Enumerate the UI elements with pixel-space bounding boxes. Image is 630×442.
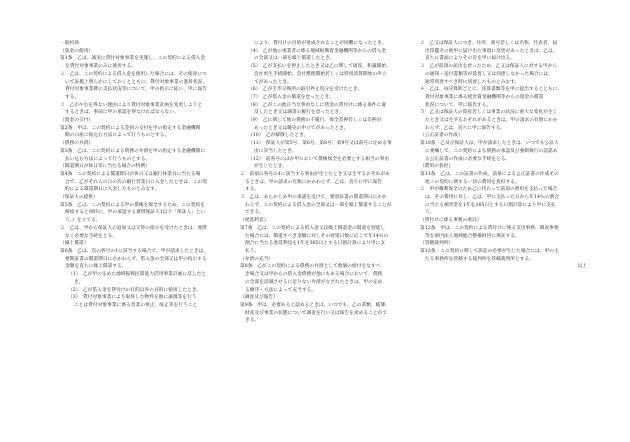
text-line: 貸付対象事業費の支払状況等について、甲の指示に従い、甲に報告: [65, 87, 207, 93]
text-line: 要期証書の償還期日にかかわらず、借入金の全部又は甲の指示する: [65, 256, 207, 262]
text-line: （4） 乙が他の事業者に係る地域振興資金融機関等からの借入金: [248, 48, 387, 54]
text-line: は、その費用に対し、乙は、甲に支払った日から年14％の割合: [425, 195, 559, 201]
text-line: の全部を消滅させるに足りない弁済がなされたときは、甲の定め: [245, 279, 383, 285]
text-line: 払い込む方法によって行うものとする。: [65, 156, 151, 162]
text-line: に委嘱して、この契約による債務の承認及び強制執行の認諾あ: [425, 148, 558, 154]
text-line: 等を財団法人地域総合整備財団に委託する。: [425, 233, 520, 239]
text-line: が生じたとき。: [254, 164, 287, 170]
text-line: 第11条 乙は、この証書の作成、前条による公正証書の作成その: [420, 171, 559, 177]
text-line: （弁済の充当）: [240, 256, 274, 262]
text-line: するときは、事前に甲の承認を得なければならない。: [65, 110, 179, 116]
text-line: 約による償還期日に入金したものとみなす。: [65, 187, 160, 193]
text-line: により、貸付けの目的が達成されることが困難になったとき。: [254, 41, 387, 46]
text-line: を貸付対象事業のみに使用する。: [65, 64, 137, 70]
text-line: する。: [65, 94, 80, 100]
text-line: （繰上償還）: [60, 241, 89, 247]
text-line: 合で、乙がそれらの日の次の銀行営業日に入金したときは、この契: [65, 179, 208, 185]
text-line: なく必要な手続をとる。: [65, 233, 118, 239]
text-line: 第8条 乙がこの契約による債務の弁済として数個の給付をなすべ: [240, 264, 381, 270]
text-columns: [60, 40, 594, 325]
text-line: 第3条 乙は、この契約による債務の弁済を甲の指定する金融機関に: [60, 148, 206, 154]
text-line: ２ 乙又は保証人につき、住所、商号若しくは名称、代表者、届: [420, 41, 558, 46]
text-line: （10） 乙が解散したとき。: [248, 133, 309, 139]
text-line: わらず、この契約による借入金の全部又は一部を繰上償還することが: [245, 202, 392, 208]
text-line: ３ 乙が前項の届出を怠ったため、乙又は保証人に対する甲から: [420, 64, 558, 70]
text-line: 締結すると同時に、甲の承認する連帯保証人1以下「保証人」とい: [65, 210, 206, 216]
text-line: 出印鑑その他甲に届け出た事項に変更があったときは、乙は、: [425, 48, 558, 54]
text-line: できる。: [245, 210, 264, 216]
text-line: ５ 乙又は保証人の資産若しくは事業の状況に重大な変化が生じ: [420, 110, 558, 116]
text-line: 第4条 この契約による償還期日が休日又は銀行休業日に当たる場: [60, 171, 201, 177]
text-line: てがあったとき。: [254, 79, 292, 85]
text-line: 反したとき又は調書の履行を怠ったとき。: [254, 110, 344, 116]
text-line: （費用の負担）: [420, 164, 454, 170]
text-line: う。: [425, 210, 435, 216]
text-line: （貸付けに係る事務の委託）: [420, 218, 482, 224]
text-line: あったとき又は競売の申立てがあったとき。: [254, 125, 349, 131]
text-line: 第10条 乙及び保証人は、甲が請求したときは、いつでも公証人: [420, 141, 559, 147]
text-line: 金額を直ちに繰上償還する。: [65, 264, 127, 270]
text-line: 以上: [577, 264, 587, 270]
text-line: 第1条 乙は、誠実に貸付対象事業を実施し、この契約による借入金: [60, 56, 206, 62]
text-line: 第2条 甲は、この契約による金員の交付を甲の指定する金融機関: [60, 125, 201, 131]
text-line: 第13条 この契約に関して訴訟の必要が生じた場合には、甲の主: [420, 248, 559, 254]
text-line: （3） 貸付対象事業により取得した物件を他に譲渡等を行う: [68, 295, 197, 301]
text-line: ３ 乙がやむを得ない理由により貸付対象事業計画を変更しようと: [60, 102, 203, 108]
text-line: の通知・送付書類等が延着し又は到達しなかった場合には、: [425, 71, 553, 77]
text-line: （7） 乙が借入金の償還を怠ったとき。: [248, 94, 334, 100]
text-line: 第12条 甲は、この契約による貸付けに係る支出事務、徴収事務: [420, 225, 559, 231]
text-line: わらず、乙は、直ちに甲に報告する。: [425, 125, 506, 131]
text-line: （5） 乙が支払いを停止したとき又は乙に関して破産、和議開始、: [248, 64, 391, 70]
text-line: 第6条 乙は、次の各号の1に該当する場合で、甲が請求したときは、: [60, 248, 209, 254]
text-line: 通常到達すべき時に到達したものとみなす。: [425, 79, 520, 85]
text-line: 第5条 乙は、この契約による甲の債権を保全するため、この契約を: [60, 202, 205, 208]
text-line: ４ 乙は、毎決算期ごとに、決算書類等を甲に提出するとともに、: [420, 87, 563, 93]
text-column-right: [420, 40, 587, 325]
text-line: （公正証書の作成）: [420, 133, 463, 139]
text-line: の全部又は一部を繰上償還したとき。: [254, 56, 335, 62]
text-line: （資金の交付）: [60, 118, 94, 124]
text-line: 財産及び事業の状態について調査を行い又は報告を求めることがで: [245, 310, 388, 316]
text-line: き場合又は甲からの借入金債務が他にもある場合において、債務: [245, 272, 383, 278]
text-line: （債務の弁済）: [60, 141, 94, 147]
text-line: 他この契約に関する一切の費用を負担する。: [425, 179, 520, 185]
text-line: （6） 乙が手形交換所の取引停止処分を受けたとき。: [248, 87, 363, 93]
text-line: 貸付対象事業に係る経営資金融機関等からの資金の償還: [425, 94, 544, 100]
text-line: 割合に当たる遅延利息を1年を365日とする日割計算により甲に支: [245, 241, 386, 247]
text-line: 状況について、甲に報告する。: [425, 102, 492, 108]
text-line: （12） 前各号のほか甲において債権保全を必要とする相当の事由: [248, 156, 390, 162]
text-line: （8） 乙がこの他正当な事由なしに貸金の貸付けに係る条件に違: [248, 102, 387, 108]
text-line: （9） 乙に関して他の債務の不履行、保全差押若しくは差押が: [248, 118, 382, 124]
text-line: （遅延利息）: [240, 218, 269, 224]
text-line: る順序・方法によって充当する。: [245, 287, 317, 293]
text-line: ２ 前項の各号の1に該当する事由が生じたとき又は生ずるおそれがあ: [240, 171, 390, 177]
text-line: 第7条 乙は、この契約による借入金又は繰上償還金の償還を遅延し: [240, 225, 386, 231]
text-line: （償還期日が休日等に当たる場合の特例）: [60, 164, 151, 170]
text-line: う。）を立てる。: [65, 218, 101, 224]
text-line: ３ 乙は、あらかじめ甲の承諾を受けて、要項証書の償還期日にかか: [240, 195, 387, 201]
text-line: ２ 乙は、この契約による借入金を使用した場合には、その使途につ: [60, 71, 207, 77]
text-line: た場合には、償還すべき金額に対しその遅延日数に応じて年14％の: [245, 233, 389, 239]
text-line: いて証拠上明らかにしておくとともに、貸付対象事業の進捗状況、: [65, 79, 208, 85]
text-line: （管轄裁判所）: [420, 241, 454, 247]
text-line: ２ 甲が権利保全のため乙に代わって前項の費用を支払った場合: [420, 187, 558, 193]
text-line: （資金の使用）: [60, 48, 94, 54]
text-line: 第9条 甲は、必要あると認めるときは、いつでも、乙の書類、帳簿、: [240, 302, 390, 308]
text-line: （1） 乙が甲の定めた地域振興民間能力活用事業計画に反したと: [68, 272, 207, 278]
text-line: （保証人の提供）: [60, 195, 98, 201]
text-line: たとき又は生ずるおそれがあるときは、甲の請求の有無にかか: [425, 118, 558, 124]
text-line: 由に該当したとき。: [254, 148, 297, 154]
text-line: る公正証書の作成に必要な手続をとる。: [425, 156, 511, 162]
text-column-middle: [240, 40, 407, 325]
text-line: 開の口座に振込む方法によって行うものとする。: [65, 133, 170, 139]
text-line: ２ 乙は、甲から保証人の追加又は交替の指示を受けたときは、遅滞: [60, 225, 207, 231]
text-line: 直ちに書面によりその旨を甲に届け出る。: [425, 56, 516, 62]
text-column-left: [60, 40, 227, 325]
text-line: 会社更生手続開始、会社整理開始若しくは特別清算開始の申立: [254, 71, 387, 77]
text-line: （2） 乙が借入金を貸付けの目的以外の目的に使用したとき。: [68, 287, 202, 293]
text-line: たる事務所を管轄する裁判所を管轄裁判所とする。: [425, 256, 534, 262]
text-line: する。: [245, 187, 260, 193]
text-line: に当たる損害金を1年を365日とする日割計算により甲に支払: [425, 202, 556, 208]
text-line: 一般約款: [60, 41, 79, 46]
text-line: （調査及び報告）: [240, 295, 278, 301]
text-line: きる。: [245, 318, 260, 324]
text-line: ことは貸付対象事業に係る営業の休止、廃止等を行うこと: [74, 302, 198, 308]
text-line: るときは、甲の請求の有無にかかわらず、乙は、直ちに甲に報告: [245, 179, 383, 185]
text-line: （11） 保証人が第5号、第6号、第8号、第9号又は前号に定める事: [248, 141, 392, 147]
text-line: 払う。: [245, 248, 260, 254]
text-line: き。: [74, 279, 84, 285]
